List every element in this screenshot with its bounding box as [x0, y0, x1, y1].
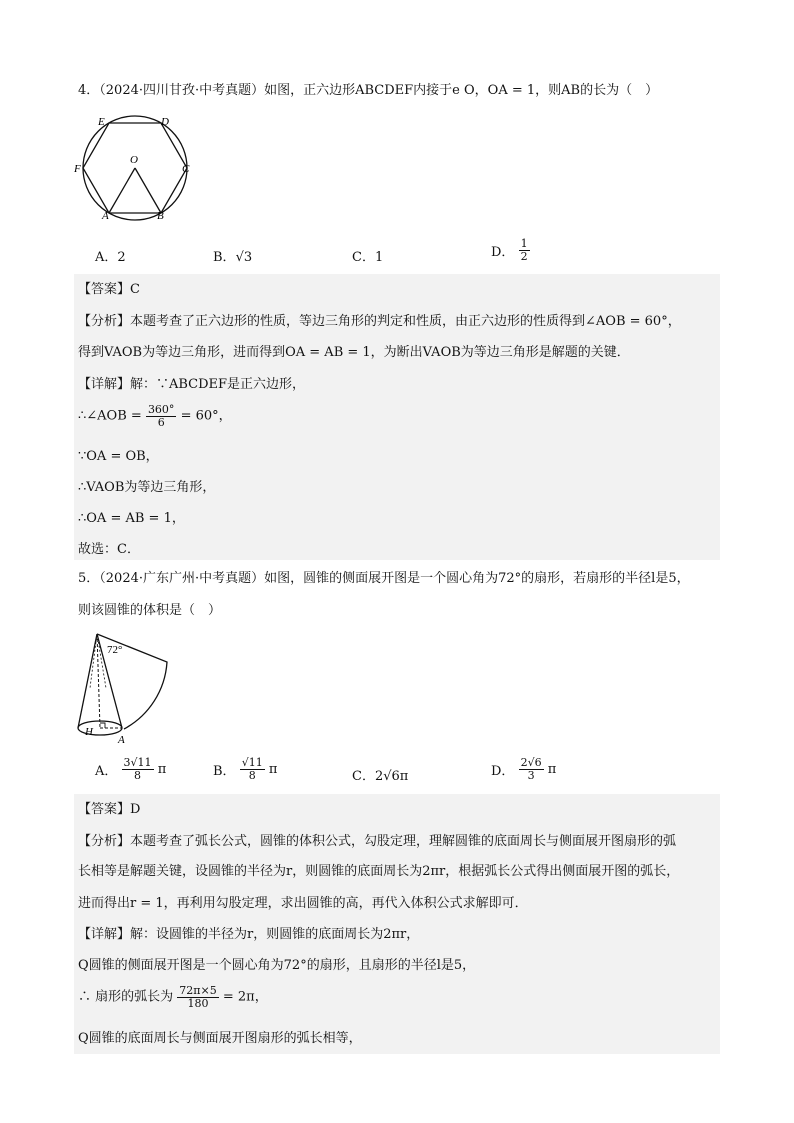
label-H: H — [85, 726, 93, 738]
label-72deg: 72° — [107, 644, 123, 656]
q5-option-d: D． $\frac{2√6}{3}$ π — [491, 756, 557, 782]
q5-option-b: B． $\frac{√11}{8}$ π — [213, 756, 278, 782]
label-F: F — [74, 163, 81, 175]
label-O: O — [130, 154, 138, 166]
q4-detail-line6: 故选：C． — [78, 542, 140, 557]
q5-analysis-line1: 【分析】本题考查了弧长公式，圆锥的体积公式，勾股定理，理解圆锥的底面周长与侧面展开图扇形的弧 — [78, 834, 677, 849]
q4-stem: 4．（2024·四川甘孜·中考真题）如图，正六边形ABCDEF内接于e O，OA = 1，则AB的长为（ ） — [78, 83, 659, 98]
label-B: B — [157, 210, 164, 222]
q4-option-b: B．√3 — [213, 250, 253, 265]
q4-analysis-line1: 【分析】本题考查了正六边形的性质，等边三角形的判定和性质，由正六边形的性质得到∠AOB = 60°， — [78, 314, 681, 329]
label-A5: A — [118, 734, 125, 746]
q4-detail-line5: ∴OA = AB = 1， — [78, 511, 185, 526]
q5-detail-line3: ∴ 扇形的弧长为 $\frac{72\pi\times 5}{180}$ = 2π， — [78, 984, 268, 1010]
q4-detail-line2: ∴∠AOB = $\frac{360^\circ}{6}$ = 60°， — [78, 403, 232, 429]
q5-option-c: C．2√6π — [352, 769, 409, 784]
q5-stem-line1: 5．（2024·广东广州·中考真题）如图，圆锥的侧面展开图是一个圆心角为72°的扇形，若扇形的半径l是5， — [78, 571, 690, 586]
q4-option-c: C．1 — [352, 250, 384, 265]
q5-detail-line4: Q圆锥的底面周长与侧面展开图扇形的弧长相等， — [78, 1031, 362, 1046]
label-E: E — [98, 116, 105, 128]
q5-cone-figure — [70, 628, 180, 746]
q5-detail-line2: Q圆锥的侧面展开图是一个圆心角为72°的扇形，且扇形的半径l是5， — [78, 958, 476, 973]
label-D: D — [161, 116, 169, 128]
q4-option-d: D． $\frac{1}{2}$ — [491, 237, 528, 263]
q5-answer: 【答案】D — [78, 802, 141, 817]
q4-analysis-line2: 得到VAOB为等边三角形，进而得到OA = AB = 1，为断出VAOB为等边三角形是解题的关键． — [78, 345, 630, 360]
q4-detail-line1: 【详解】解：∵ABCDEF是正六边形， — [78, 377, 306, 392]
q5-stem-line2: 则该圆锥的体积是（ ） — [78, 603, 222, 618]
q4-detail-line4: ∴VAOB为等边三角形， — [78, 480, 216, 495]
label-C: C — [182, 163, 190, 175]
q5-analysis-line2: 长相等是解题关键，设圆锥的半径为r，则圆锥的底面周长为2πr，根据弧长公式得出侧面展开图的弧长， — [78, 864, 680, 879]
q4-detail-line3: ∵OA = OB， — [78, 449, 159, 464]
q4-option-a: A．2 — [95, 250, 126, 265]
q4-answer: 【答案】C — [78, 282, 140, 297]
q4-hexagon-figure — [72, 112, 202, 222]
q5-analysis-line3: 进而得出r = 1，再利用勾股定理，求出圆锥的高，再代入体积公式求解即可． — [78, 896, 528, 911]
label-A: A — [102, 210, 109, 222]
q5-option-a: A． $\frac{3√11}{8}$ π — [95, 756, 167, 782]
q5-detail-line1: 【详解】解：设圆锥的半径为r，则圆锥的底面周长为2πr， — [78, 927, 420, 942]
